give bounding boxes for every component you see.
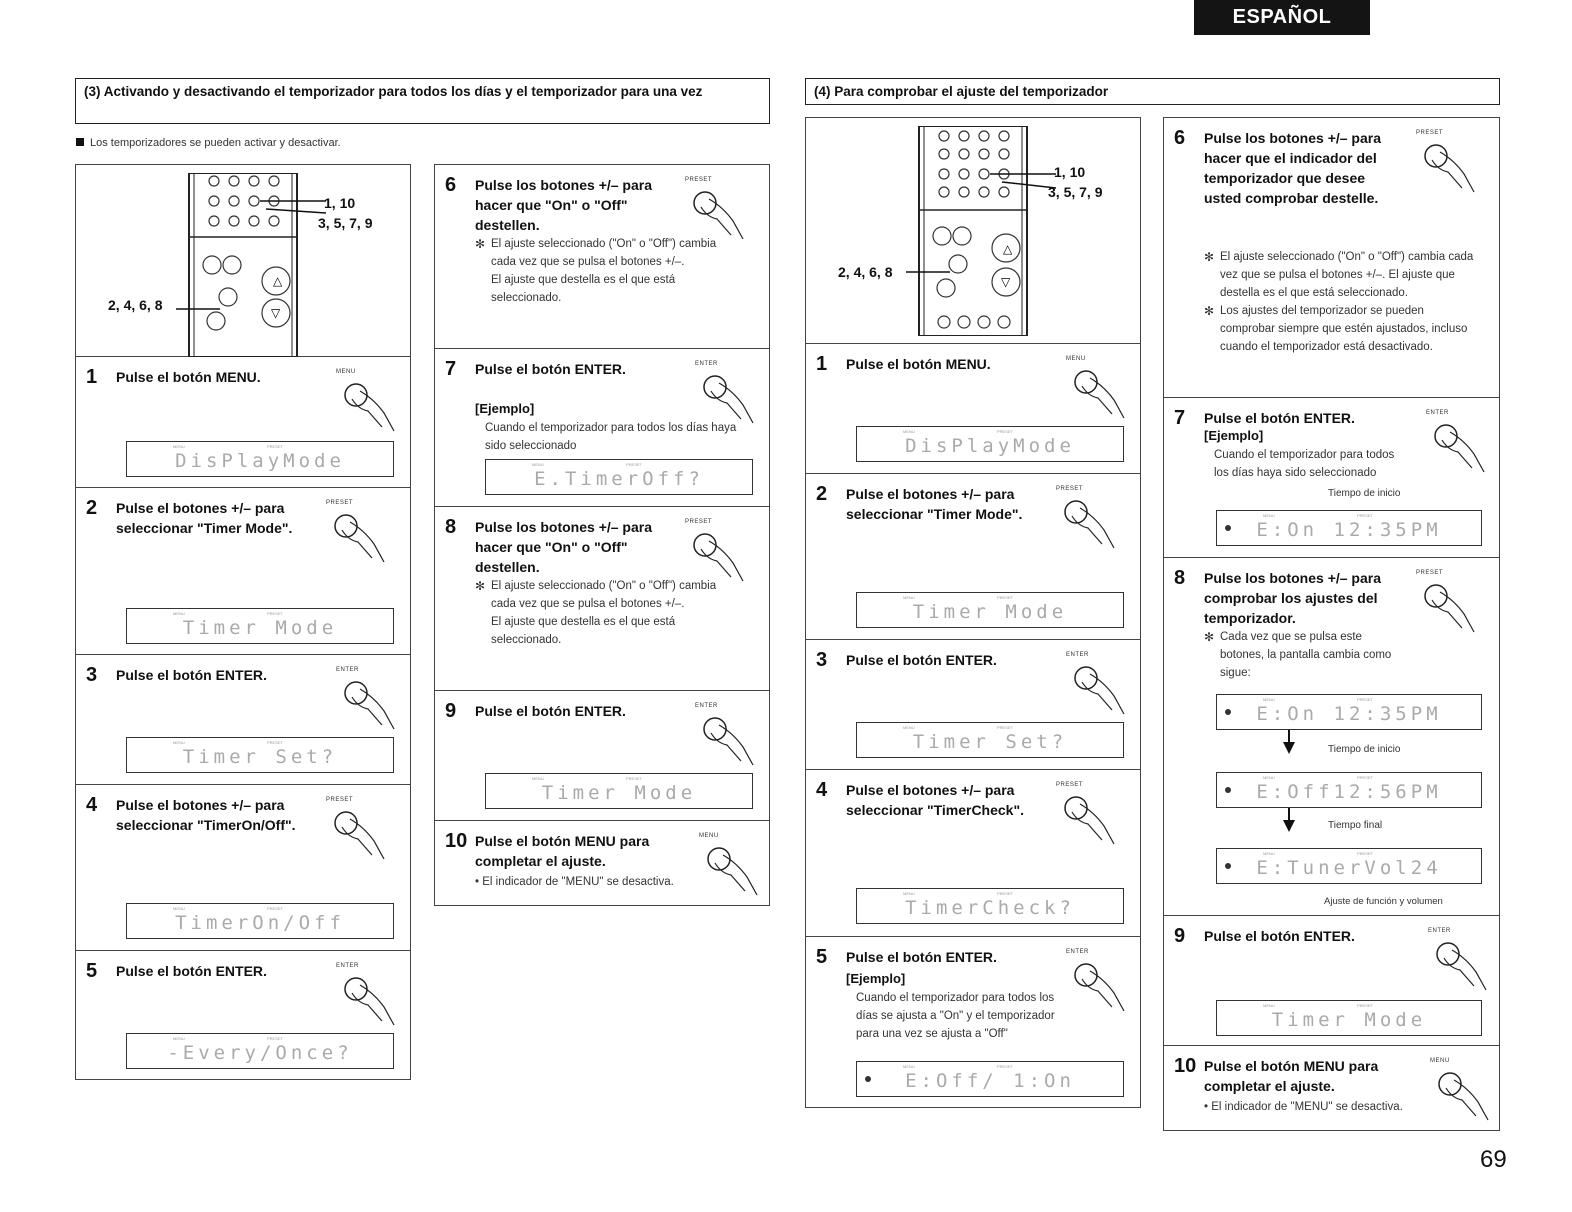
preset-button-hand-icon: PRESET: [1414, 130, 1478, 202]
menu-button-hand-icon: MENU: [1428, 1058, 1492, 1130]
lcd-preset-tag: PRESET: [1357, 697, 1374, 702]
step-number: 6: [445, 174, 457, 196]
lcd-menu-tag: MENU: [173, 740, 185, 745]
step-instruction: Pulse el botón ENTER.: [116, 667, 267, 683]
section4-step-4: [806, 770, 1140, 937]
hand-press-icon: [1414, 130, 1478, 202]
lcd-menu-tag: MENU: [1263, 851, 1275, 856]
enter-button-hand-icon: ENTER: [334, 667, 398, 739]
section4-step-2: [806, 474, 1140, 640]
enter-button-hand-icon: ENTER: [1064, 652, 1128, 724]
language-tab: ESPAÑOL: [1194, 0, 1370, 35]
section3-step-10: [435, 821, 769, 907]
preset-button-hand-icon: PRESET: [324, 500, 388, 572]
step-number: 3: [816, 649, 828, 671]
section3-step-9: [435, 691, 769, 821]
example-label: [Ejemplo]: [475, 401, 535, 416]
section3-column-b: [434, 164, 770, 906]
step-instruction: Pulse el botones +/– para seleccionar "TimerCheck".: [846, 782, 1024, 818]
remote-label-1-10: 1, 10: [324, 195, 356, 211]
lcd-menu-tag: MENU: [532, 462, 544, 467]
example-label: [Ejemplo]: [1204, 428, 1264, 443]
step-number: 9: [445, 700, 457, 722]
step-number: 6: [1174, 127, 1186, 149]
lcd-preset-tag: PRESET: [1357, 513, 1374, 518]
step-instruction: Pulse el botón ENTER.: [116, 963, 267, 979]
svg-text:△: △: [1003, 242, 1013, 256]
lcd-preset-tag: PRESET: [997, 1064, 1014, 1069]
step-instruction: Pulse el botón ENTER.: [1204, 928, 1355, 944]
hand-press-icon: [1054, 486, 1118, 558]
caption-start-time: Tiempo de inicio: [1328, 744, 1401, 755]
lcd-display: E:Off/ 1:On MENU PRESET: [856, 1061, 1124, 1097]
lcd-display: Timer Mode MENU PRESET: [1216, 1000, 1482, 1036]
lcd-display: Timer Mode MENU PRESET: [126, 608, 394, 644]
section3-column-a: [75, 164, 411, 1080]
hand-press-icon: [334, 369, 398, 441]
enter-button-hand-icon: ENTER: [1426, 928, 1490, 1000]
lcd-menu-tag: MENU: [173, 1036, 185, 1041]
step-number: 8: [1174, 567, 1186, 589]
hand-press-icon: [693, 703, 757, 775]
lcd-display: E.TimerOff? MENU PRESET: [485, 459, 753, 495]
example-text: Cuando el temporizador para todos los días haya sido seleccionado: [485, 422, 737, 452]
enter-button-hand-icon: ENTER: [693, 703, 757, 775]
hand-press-icon: [1426, 928, 1490, 1000]
hand-press-icon: [1414, 570, 1478, 642]
remote-label-2-4-6-8: 2, 4, 6, 8: [838, 264, 893, 280]
example-label: [Ejemplo]: [846, 971, 906, 986]
step-instruction: Pulse el botones +/– para seleccionar "Timer Mode".: [846, 486, 1023, 522]
remote-diagram-box: [806, 118, 1140, 344]
step-notes: ✻ El ajuste seleccionado ("On" o "Off") cambia cada vez que se pulsa el botones +/–. El ajuste que destella es el que está seleccionado. ✻ Los ajustes del temporizador se pueden comprobar siempre que estén ajustados, incluso cuando el temporizador está desactivado.: [1204, 250, 1474, 353]
step-number: 1: [816, 353, 828, 375]
hand-press-icon: [1424, 410, 1488, 482]
step-notes: ✻ El ajuste seleccionado ("On" o "Off") cambia cada vez que se pulsa el botones +/–. El ajuste que destella es el que está seleccionado.: [475, 237, 717, 304]
remote-label-3-5-7-9: 3, 5, 7, 9: [1048, 184, 1103, 200]
lcd-menu-tag: MENU: [903, 891, 915, 896]
lcd-display: Timer Mode MENU PRESET: [485, 773, 753, 809]
lcd-menu-tag: MENU: [173, 444, 185, 449]
lcd-menu-tag: MENU: [903, 595, 915, 600]
svg-text:▽: ▽: [271, 306, 281, 320]
lcd-display: DisPlayMode MENU PRESET: [856, 426, 1124, 462]
step-number: 4: [86, 794, 98, 816]
hand-press-icon: [334, 963, 398, 1035]
preset-button-hand-icon: PRESET: [1414, 570, 1478, 642]
enter-button-hand-icon: ENTER: [1064, 949, 1128, 1021]
section4-column-a: [805, 117, 1141, 1108]
section3-step-1: [76, 357, 410, 488]
lcd-preset-tag: PRESET: [626, 462, 643, 467]
step-number: 8: [445, 516, 457, 538]
step-number: 10: [445, 830, 468, 852]
menu-button-hand-icon: MENU: [1064, 356, 1128, 428]
step-number: 5: [816, 946, 828, 968]
lcd-display: Timer Mode MENU PRESET: [856, 592, 1124, 628]
hand-press-icon: [1064, 949, 1128, 1021]
hand-press-icon: [1064, 652, 1128, 724]
section3-step-6: [435, 165, 769, 349]
remote-label-3-5-7-9: 3, 5, 7, 9: [318, 215, 373, 231]
section3-step-8: [435, 507, 769, 691]
lcd-menu-tag: MENU: [1263, 697, 1275, 702]
step-number: 1: [86, 366, 98, 388]
step-instruction: Pulse los botones +/– para hacer que "On" o "Off" destellen.: [475, 519, 653, 575]
step-number: 9: [1174, 925, 1186, 947]
lcd-menu-tag: MENU: [173, 611, 185, 616]
section3-note-text: Los temporizadores se pueden activar y desactivar.: [90, 137, 341, 149]
example-text: Cuando el temporizador para todos los días se ajusta a "On" y el temporizador para una vez se ajusta a "Off": [856, 992, 1055, 1040]
section3-note: [76, 137, 341, 149]
lcd-display-function: E:TunerVol24 MENU PRESET: [1216, 848, 1482, 884]
lcd-preset-tag: PRESET: [267, 611, 284, 616]
step-instruction: Pulse el botón ENTER.: [846, 652, 997, 668]
step-instruction: Pulse el botón ENTER.: [475, 361, 626, 377]
section4-step-3: [806, 640, 1140, 770]
step-instruction: Pulse los botones +/– para hacer que "On" o "Off" destellen.: [475, 177, 653, 233]
step-number: 5: [86, 960, 98, 982]
step-number: 7: [445, 358, 457, 380]
hand-press-icon: [334, 667, 398, 739]
lcd-preset-tag: PRESET: [997, 429, 1014, 434]
menu-button-hand-icon: MENU: [334, 369, 398, 441]
lcd-menu-tag: MENU: [903, 725, 915, 730]
svg-text:△: △: [273, 274, 283, 288]
preset-button-hand-icon: PRESET: [683, 519, 747, 591]
section4-step-7: [1164, 398, 1499, 558]
step-instruction: Pulse el botón ENTER.: [846, 949, 997, 965]
lcd-menu-tag: MENU: [1263, 513, 1275, 518]
hand-press-icon: [1428, 1058, 1492, 1130]
step-number: 3: [86, 664, 98, 686]
lcd-preset-tag: PRESET: [267, 740, 284, 745]
step-notes: ✻ Cada vez que se pulsa este botones, la pantalla cambia como sigue:: [1204, 630, 1392, 679]
arrow-down-icon: [1283, 820, 1295, 832]
step-instruction: Pulse el botón MENU.: [116, 369, 261, 385]
lcd-menu-tag: MENU: [903, 1064, 915, 1069]
step-instruction: Pulse el botón MENU.: [846, 356, 991, 372]
lcd-preset-tag: PRESET: [626, 776, 643, 781]
lcd-menu-tag: MENU: [173, 906, 185, 911]
caption-start-time: Tiempo de inicio: [1328, 488, 1401, 499]
remote-label-1-10: 1, 10: [1054, 164, 1086, 180]
hand-press-icon: [324, 797, 388, 869]
preset-button-hand-icon: PRESET: [1054, 782, 1118, 854]
section4-step-6: [1164, 118, 1499, 398]
section3-step-2: [76, 488, 410, 655]
enter-button-hand-icon: ENTER: [693, 361, 757, 433]
section4-step-5: [806, 937, 1140, 1109]
remote-diagram-box: [76, 165, 410, 357]
enter-button-hand-icon: ENTER: [334, 963, 398, 1035]
step-instruction: Pulse los botones +/– para comprobar los ajustes del temporizador.: [1204, 570, 1382, 626]
section3-step-4: [76, 785, 410, 951]
hand-press-icon: [324, 500, 388, 572]
lcd-display: TimerCheck? MENU PRESET: [856, 888, 1124, 924]
lcd-menu-tag: MENU: [903, 429, 915, 434]
lcd-display-start: E:On 12:35PM MENU PRESET: [1216, 694, 1482, 730]
enter-button-hand-icon: ENTER: [1424, 410, 1488, 482]
lcd-preset-tag: PRESET: [267, 1036, 284, 1041]
lcd-menu-tag: MENU: [1263, 775, 1275, 780]
preset-button-hand-icon: PRESET: [683, 177, 747, 249]
step-number: 2: [816, 483, 828, 505]
step-instruction: Pulse el botones +/– para seleccionar "TimerOn/Off".: [116, 797, 296, 833]
bullet-square-icon: [76, 138, 84, 146]
lcd-menu-tag: MENU: [532, 776, 544, 781]
section3-step-5: [76, 951, 410, 1081]
lcd-display: E:On 12:35PM MENU PRESET: [1216, 510, 1482, 546]
arrow-down-icon: [1283, 742, 1295, 754]
section4-step-1: [806, 344, 1140, 474]
hand-press-icon: [1054, 782, 1118, 854]
section4-title: (4) Para comprobar el ajuste del temporizador: [805, 78, 1500, 105]
section4-column-b: [1163, 117, 1500, 1131]
section4-step-8: [1164, 558, 1499, 916]
page-number: 69: [1480, 1146, 1507, 1173]
section4-step-9: [1164, 916, 1499, 1046]
lcd-display: Timer Set? MENU PRESET: [856, 722, 1124, 758]
caption-function-volume: Ajuste de función y volumen: [1324, 896, 1443, 907]
step-number: 10: [1174, 1055, 1197, 1077]
remote-label-2-4-6-8: 2, 4, 6, 8: [108, 297, 163, 313]
menu-button-hand-icon: MENU: [697, 833, 761, 905]
lcd-display: -Every/Once? MENU PRESET: [126, 1033, 394, 1069]
lcd-preset-tag: PRESET: [267, 444, 284, 449]
step-instruction: Pulse el botones +/– para seleccionar "Timer Mode".: [116, 500, 293, 536]
lcd-display: TimerOn/Off MENU PRESET: [126, 903, 394, 939]
preset-button-hand-icon: PRESET: [1054, 486, 1118, 558]
example-text: Cuando el temporizador para todos los días haya sido seleccionado: [1214, 449, 1395, 479]
lcd-preset-tag: PRESET: [997, 595, 1014, 600]
lcd-menu-tag: MENU: [1263, 1003, 1275, 1008]
lcd-preset-tag: PRESET: [1357, 851, 1374, 856]
section3-title: (3) Activando y desactivando el temporizador para todos los días y el temporizador para una vez: [75, 78, 770, 124]
caption-end-time: Tiempo final: [1328, 820, 1383, 831]
step-notes: ✻ El ajuste seleccionado ("On" o "Off") cambia cada vez que se pulsa el botones +/–. El ajuste que destella es el que está seleccionado.: [475, 579, 717, 646]
step-note: • El indicador de "MENU" se desactiva.: [1204, 1101, 1403, 1113]
lcd-display-end: E:Off12:56PM MENU PRESET: [1216, 772, 1482, 808]
lcd-preset-tag: PRESET: [997, 725, 1014, 730]
step-instruction: Pulse los botones +/– para hacer que el indicador del temporizador que desee usted comprobar destelle.: [1204, 130, 1382, 206]
hand-press-icon: [1064, 356, 1128, 428]
step-number: 2: [86, 497, 98, 519]
step-instruction: Pulse el botón MENU para completar el ajuste.: [1204, 1058, 1379, 1094]
lcd-preset-tag: PRESET: [267, 906, 284, 911]
step-note: • El indicador de "MENU" se desactiva.: [475, 876, 674, 888]
step-instruction: Pulse el botón ENTER.: [1204, 410, 1355, 426]
hand-press-icon: [697, 833, 761, 905]
remote-control-icon: [906, 126, 1106, 336]
section4-step-10: [1164, 1046, 1499, 1132]
lcd-preset-tag: PRESET: [997, 891, 1014, 896]
step-instruction: Pulse el botón ENTER.: [475, 703, 626, 719]
lcd-display: Timer Set? MENU PRESET: [126, 737, 394, 773]
svg-text:▽: ▽: [1001, 275, 1011, 289]
section3-step-3: [76, 655, 410, 785]
step-instruction: Pulse el botón MENU para completar el ajuste.: [475, 833, 650, 869]
lcd-display: DisPlayMode MENU PRESET: [126, 441, 394, 477]
lcd-preset-tag: PRESET: [1357, 1003, 1374, 1008]
lcd-preset-tag: PRESET: [1357, 775, 1374, 780]
step-number: 7: [1174, 407, 1186, 429]
step-number: 4: [816, 779, 828, 801]
section3-step-7: [435, 349, 769, 507]
preset-button-hand-icon: PRESET: [324, 797, 388, 869]
